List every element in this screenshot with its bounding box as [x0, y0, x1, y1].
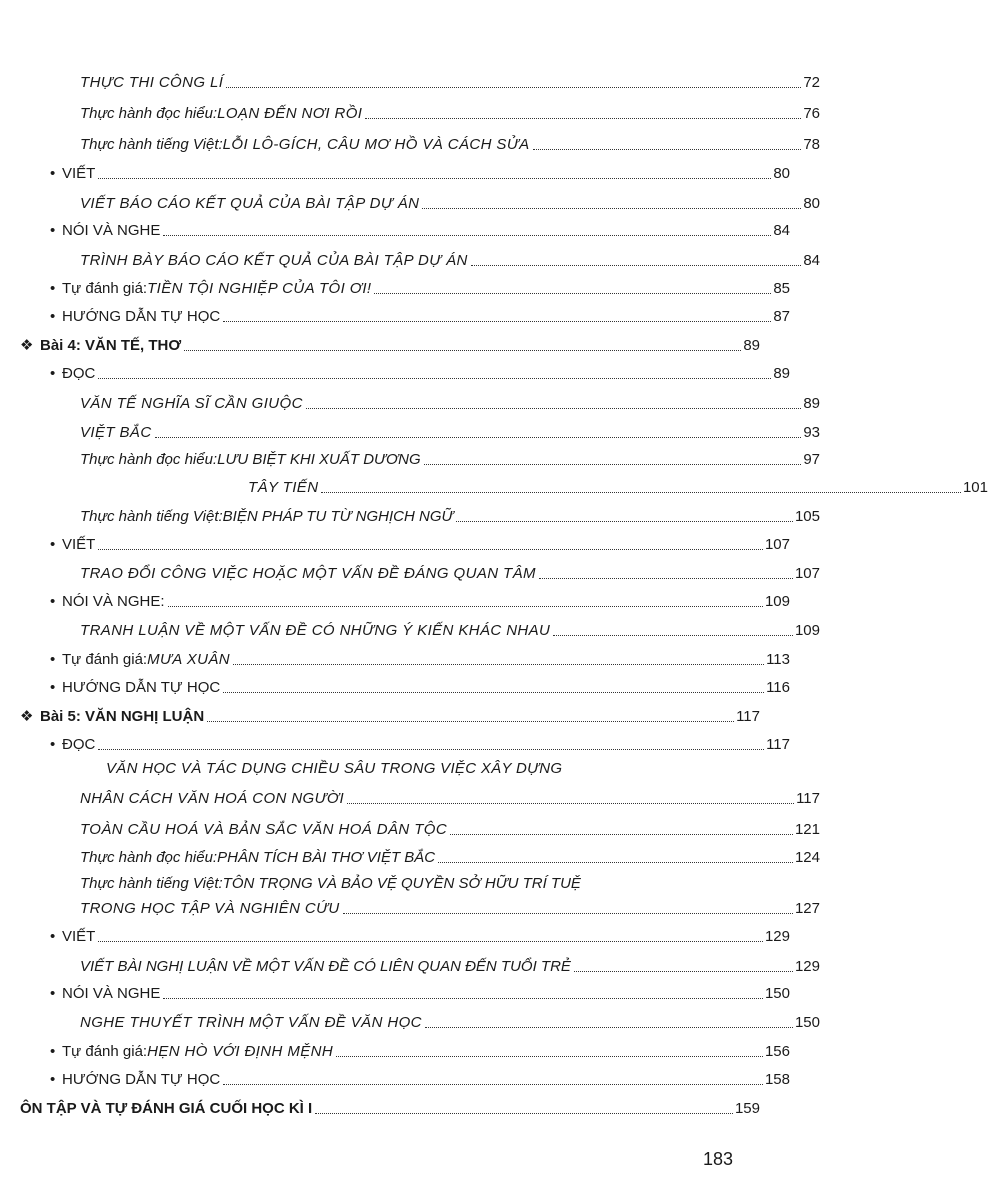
toc-entry[interactable] — [0, 66, 820, 92]
toc-entry-line1 — [0, 867, 581, 893]
toc-entry[interactable] — [0, 416, 820, 442]
dot-leader — [168, 606, 763, 607]
dot-leader — [163, 235, 771, 236]
entry-page: 117 — [766, 736, 790, 753]
dot-leader — [347, 803, 794, 804]
dot-leader — [539, 578, 793, 579]
toc-entry[interactable] — [0, 97, 820, 123]
dot-leader — [223, 1084, 763, 1085]
entry-page: 84 — [773, 222, 790, 239]
toc-entry[interactable] — [0, 387, 820, 413]
entry-page: 124 — [794, 849, 820, 866]
entry-page: 97 — [803, 451, 820, 468]
entry-title: VIẾT — [62, 928, 96, 945]
dot-leader — [223, 692, 764, 693]
toc-entry[interactable] — [0, 500, 820, 526]
entry-title: TIỀN TỘI NGHIỆP CỦA TÔI ƠI! — [147, 280, 372, 297]
dot-leader — [374, 293, 771, 294]
entry-lead: Tự đánh giá: — [62, 651, 148, 668]
toc-entry[interactable] — [0, 244, 820, 270]
bullet-icon: • — [50, 222, 56, 239]
entry-page: 113 — [766, 651, 790, 668]
entry-page: 150 — [794, 1014, 820, 1031]
entry-title-line2: NHÂN CÁCH VĂN HOÁ CON NGƯỜI — [80, 790, 345, 807]
dot-leader — [336, 1056, 763, 1057]
entry-lead: Thực hành đọc hiểu: — [80, 849, 218, 866]
toc-entry[interactable] — [0, 920, 790, 946]
entry-lead: Thực hành đọc hiểu: — [80, 105, 218, 122]
toc-entry[interactable] — [0, 728, 790, 754]
toc-entry[interactable] — [0, 892, 820, 918]
entry-page: 159 — [734, 1100, 760, 1117]
dot-leader — [98, 178, 771, 179]
entry-page: 80 — [773, 165, 790, 182]
dot-leader — [233, 664, 764, 665]
bullet-icon: • — [50, 165, 56, 182]
entry-page: 129 — [764, 928, 790, 945]
entry-page: 127 — [794, 900, 820, 917]
toc-entry[interactable] — [0, 1006, 820, 1032]
dot-leader — [163, 998, 763, 999]
entry-page: 80 — [803, 195, 820, 212]
entry-title: LƯU BIỆT KHI XUẤT DƯƠNG — [217, 451, 421, 468]
entry-page: 121 — [794, 821, 820, 838]
dot-leader — [321, 492, 961, 493]
dot-leader — [425, 1027, 793, 1028]
toc-entry[interactable] — [0, 128, 820, 154]
toc-entry[interactable] — [0, 950, 820, 976]
entry-page: 156 — [764, 1043, 790, 1060]
dot-leader — [365, 118, 801, 119]
toc-entry[interactable] — [0, 585, 790, 611]
entry-page: 93 — [803, 424, 820, 441]
section-title: Bài 4: VĂN TẾ, THƠ — [40, 337, 182, 354]
bullet-icon: • — [50, 536, 56, 553]
bullet-icon: • — [50, 928, 56, 945]
entry-title: VIẾT BÀI NGHỊ LUẬN VỀ MỘT VẤN ĐỀ CÓ LIÊN QUAN ĐẾN TUỔI TRẺ — [80, 958, 571, 975]
entry-title: TOÀN CẦU HOÁ VÀ BẢN SẮC VĂN HOÁ DÂN TỘC — [80, 821, 448, 838]
entry-title: TÂY TIẾN — [248, 479, 319, 496]
toc-entry[interactable] — [0, 813, 820, 839]
entry-title: HƯỚNG DẪN TỰ HỌC — [62, 679, 221, 696]
toc-entry[interactable] — [0, 671, 790, 697]
dot-leader — [424, 464, 802, 465]
entry-page: 129 — [794, 958, 820, 975]
toc-entry[interactable] — [0, 1035, 790, 1061]
bullet-icon: • — [50, 736, 56, 753]
entry-title: VIỆT BẮC — [80, 424, 152, 441]
entry-title: VIẾT — [62, 536, 96, 553]
entry-title: TRANH LUẬN VỀ MỘT VẤN ĐỀ CÓ NHỮNG Ý KIẾN KHÁC NHAU — [80, 622, 551, 639]
bullet-icon: • — [50, 679, 56, 696]
entry-title: VIẾT BÁO CÁO KẾT QUẢ CỦA BÀI TẬP DỰ ÁN — [80, 195, 420, 212]
dot-leader — [422, 208, 801, 209]
toc-entry[interactable] — [0, 782, 820, 808]
toc-entry[interactable] — [0, 187, 820, 213]
entry-page: 72 — [803, 74, 820, 91]
toc-section[interactable] — [0, 329, 760, 355]
entry-title: NGHE THUYẾT TRÌNH MỘT VẤN ĐỀ VĂN HỌC — [80, 1014, 422, 1031]
bullet-icon: • — [50, 985, 56, 1002]
dot-leader — [184, 350, 741, 351]
toc-entry[interactable] — [0, 528, 790, 554]
page-number: 183 — [703, 1149, 734, 1169]
entry-title: THỰC THI CÔNG LÍ — [80, 74, 224, 91]
entry-lead: Thực hành tiếng Việt: — [80, 136, 223, 153]
entry-page: 85 — [773, 280, 790, 297]
section-title: Bài 5: VĂN NGHỊ LUẬN — [40, 708, 205, 725]
toc-entry[interactable] — [0, 643, 790, 669]
toc-section[interactable] — [0, 1092, 760, 1118]
dot-leader — [533, 149, 802, 150]
entry-page: 107 — [764, 536, 790, 553]
dot-leader — [343, 913, 793, 914]
dot-leader — [438, 862, 793, 863]
entry-page: 76 — [803, 105, 820, 122]
entry-title: VIẾT — [62, 165, 96, 182]
dot-leader — [574, 971, 793, 972]
bullet-icon: • — [50, 1071, 56, 1088]
entry-lead: Thực hành đọc hiểu: — [80, 451, 218, 468]
toc-entry[interactable] — [0, 1063, 790, 1089]
toc-entry[interactable] — [0, 614, 820, 640]
entry-title: LOẠN ĐẾN NƠI RỒI — [217, 105, 363, 122]
entry-page: 150 — [764, 985, 790, 1002]
entry-page: 89 — [803, 395, 820, 412]
entry-page: 109 — [764, 593, 790, 610]
toc-entry[interactable] — [0, 557, 820, 583]
dot-leader — [306, 408, 802, 409]
entry-page: 116 — [766, 679, 790, 696]
dot-leader — [315, 1113, 733, 1114]
bullet-icon: • — [50, 365, 56, 382]
toc-entry[interactable] — [0, 157, 790, 183]
entry-title-line1: VĂN HỌC VÀ TÁC DỤNG CHIỀU SÂU TRONG VIỆC XÂY DỰNG — [106, 760, 563, 777]
entry-page: 78 — [803, 136, 820, 153]
entry-page: 117 — [796, 790, 820, 807]
entry-title: HƯỚNG DẪN TỰ HỌC — [62, 1071, 221, 1088]
entry-page: 117 — [736, 708, 760, 725]
entry-title: HẸN HÒ VỚI ĐỊNH MỆNH — [147, 1043, 334, 1060]
entry-page: 101 — [962, 479, 988, 496]
dot-leader — [471, 265, 802, 266]
entry-title: PHÂN TÍCH BÀI THƠ VIỆT BẮC — [217, 849, 436, 866]
entry-title: ĐỌC — [62, 365, 96, 382]
dot-leader — [207, 721, 734, 722]
toc-entry[interactable] — [0, 357, 790, 383]
entry-title: NÓI VÀ NGHE — [62, 222, 161, 239]
toc-section[interactable] — [0, 700, 760, 726]
dot-leader — [553, 635, 793, 636]
bullet-icon: • — [50, 308, 56, 325]
toc-entry[interactable] — [0, 471, 988, 497]
toc-entry[interactable] — [0, 977, 790, 1003]
entry-page: 87 — [773, 308, 790, 325]
dot-leader — [98, 941, 763, 942]
entry-page: 89 — [773, 365, 790, 382]
entry-lead: Thực hành tiếng Việt: — [80, 875, 223, 892]
toc-entry[interactable] — [0, 300, 790, 326]
entry-page: 89 — [743, 337, 760, 354]
entry-title: ĐỌC — [62, 736, 96, 753]
entry-page: 84 — [803, 252, 820, 269]
dot-leader — [98, 749, 764, 750]
dot-leader — [223, 321, 771, 322]
diamond-icon: ❖ — [20, 337, 34, 354]
entry-title: NÓI VÀ NGHE: — [62, 593, 165, 610]
bullet-icon: • — [50, 280, 56, 297]
entry-title: VĂN TẾ NGHĨA SĨ CẦN GIUỘC — [80, 395, 303, 412]
toc-entry[interactable] — [0, 443, 820, 469]
dot-leader — [226, 87, 801, 88]
entry-title-line1: TÔN TRỌNG VÀ BẢO VỆ QUYỀN SỞ HỮU TRÍ TUỆ — [222, 875, 581, 892]
dot-leader — [456, 521, 793, 522]
entry-title: MƯA XUÂN — [147, 651, 230, 668]
entry-lead: Tự đánh giá: — [62, 280, 148, 297]
dot-leader — [155, 437, 802, 438]
bullet-icon: • — [50, 1043, 56, 1060]
entry-page: 158 — [764, 1071, 790, 1088]
bullet-icon: • — [50, 593, 56, 610]
entry-page: 105 — [794, 508, 820, 525]
entry-title-line2: TRONG HỌC TẬP VÀ NGHIÊN CỨU — [80, 900, 340, 917]
dot-leader — [98, 378, 771, 379]
entry-title: TRAO ĐỔI CÔNG VIỆC HOẶC MỘT VẤN ĐỀ ĐÁNG QUAN TÂM — [80, 565, 536, 582]
toc-entry[interactable] — [0, 272, 790, 298]
entry-page: 107 — [794, 565, 820, 582]
entry-title: NÓI VÀ NGHE — [62, 985, 161, 1002]
toc-entry[interactable] — [0, 841, 820, 867]
entry-title: BIỆN PHÁP TU TỪ NGHỊCH NGỮ — [222, 508, 454, 525]
entry-page: 109 — [794, 622, 820, 639]
dot-leader — [450, 834, 793, 835]
entry-lead: Tự đánh giá: — [62, 1043, 148, 1060]
entry-title: HƯỚNG DẪN TỰ HỌC — [62, 308, 221, 325]
section-title: ÔN TẬP VÀ TỰ ĐÁNH GIÁ CUỐI HỌC KÌ I — [20, 1100, 313, 1117]
dot-leader — [98, 549, 763, 550]
entry-title: TRÌNH BÀY BÁO CÁO KẾT QUẢ CỦA BÀI TẬP DỰ ÁN — [80, 252, 468, 269]
diamond-icon: ❖ — [20, 708, 34, 725]
toc-entry[interactable] — [0, 214, 790, 240]
entry-lead: Thực hành tiếng Việt: — [80, 508, 223, 525]
entry-title: LỖI LÔ-GÍCH, CÂU MƠ HỒ VÀ CÁCH SỬA — [222, 136, 530, 153]
bullet-icon: • — [50, 651, 56, 668]
